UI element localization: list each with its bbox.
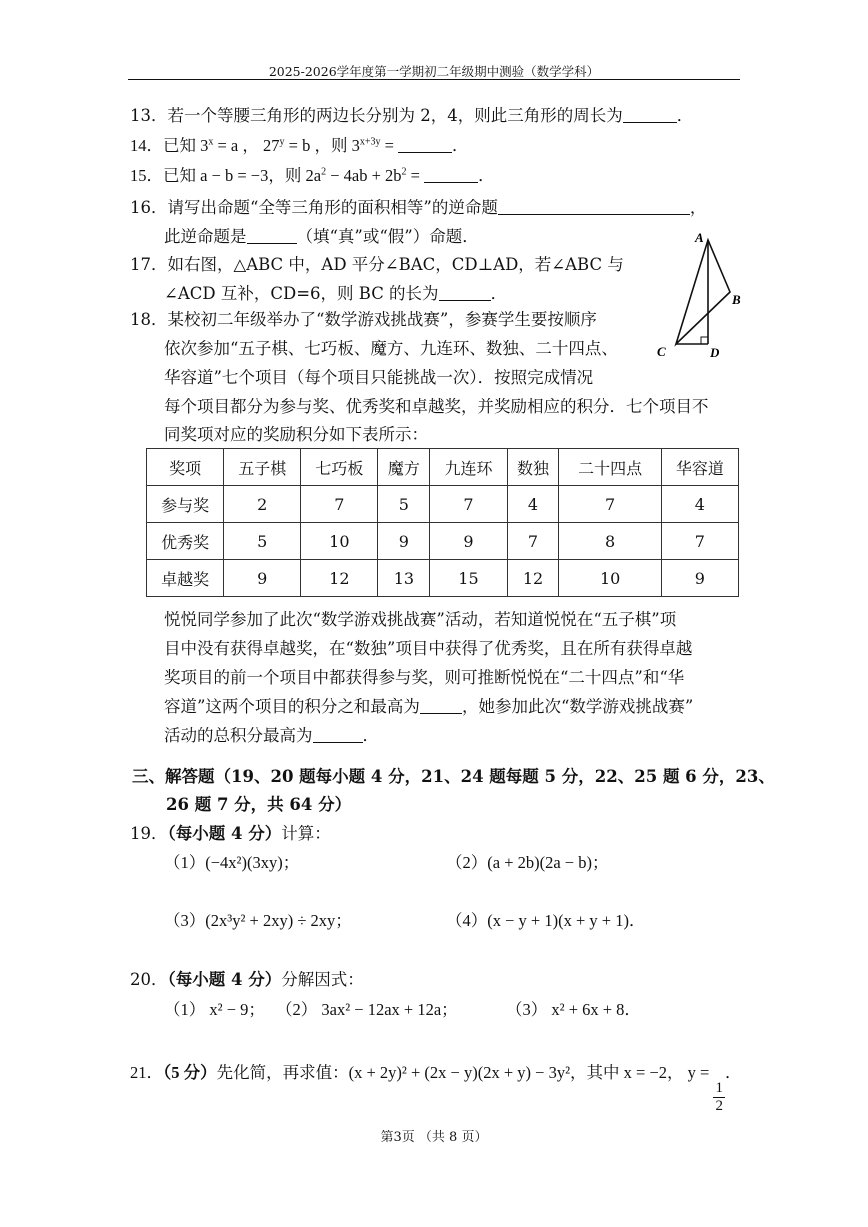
table-cell: 卓越奖 — [147, 560, 224, 597]
q16-answer-blank-2[interactable] — [247, 229, 297, 244]
section-3-heading: 三、解答题（19、20 题每小题 4 分，21、24 题每题 5 分，22、25 题 6 分，23、 — [132, 767, 775, 786]
q18-answer-blank-2[interactable] — [313, 728, 363, 743]
q21-points: （5 分） — [163, 1063, 217, 1082]
q18-after-4a: 容道”这两个项目的积分之和最高为 — [164, 697, 420, 716]
q15-end: ． — [478, 166, 495, 185]
q18-line-5: 同奖项对应的奖励积分如下表所示： — [164, 425, 428, 444]
table-header-cell: 七巧板 — [301, 449, 378, 486]
table-cell: 4 — [661, 486, 738, 523]
q14-text-1: 已知 3 — [163, 136, 209, 155]
q18-after-5b: ． — [362, 726, 379, 745]
table-cell: 5 — [224, 523, 301, 560]
q15-answer-blank[interactable] — [424, 168, 478, 183]
q19-part-2: （2）(a + 2b)(2a − b)； — [446, 853, 609, 872]
q15-text-3: = — [406, 166, 420, 185]
q13-end: ． — [676, 106, 694, 125]
q13-text: 若一个等腰三角形的两边长分别为 2，4，则此三角形的周长为 — [167, 106, 623, 125]
question-14 — [130, 135, 469, 157]
triangle-figure — [652, 228, 752, 368]
table-cell: 7 — [661, 523, 738, 560]
q16-comma: ， — [689, 198, 707, 217]
table-header-row — [147, 449, 739, 486]
q17-end: ． — [490, 284, 508, 303]
page-footer: 第3页 （共 8 页） — [380, 1130, 488, 1145]
table-cell: 优秀奖 — [147, 523, 224, 560]
table-cell: 9 — [661, 560, 738, 597]
q17-line-2: ∠ACD 互补，CD=6，则 BC 的长为 — [164, 284, 439, 303]
triangle-abc — [676, 240, 730, 344]
q18-line-4: 每个项目都分为参与奖、优秀奖和卓越奖，并奖励相应的积分．七个项目不 — [164, 397, 709, 416]
q17-answer-blank[interactable] — [439, 286, 491, 301]
q17-number: 17． — [130, 255, 168, 274]
q20-part-1: （1） x² − 9； — [164, 1000, 265, 1019]
page-header: 2025-2026学年度第一学期初二年级期中测验（数学学科） — [268, 64, 600, 79]
q14-answer-blank[interactable] — [398, 138, 452, 153]
q14-text-3: 27 — [258, 136, 280, 155]
q16-line-2b: （填“真”或“假”）命题． — [296, 227, 479, 246]
q14-text-4: = b ，则 3 — [284, 136, 360, 155]
q20-part-2: （2） 3ax² − 12ax + 12a； — [276, 1000, 458, 1019]
q14-sup-1: x — [208, 136, 214, 148]
header-rule — [128, 79, 740, 80]
table-cell: 9 — [378, 523, 430, 560]
q19-instruction: 计算： — [281, 824, 331, 843]
q20-part-3: （3） x² + 6x + 8． — [506, 1000, 641, 1019]
q20-number: 20． — [130, 970, 168, 989]
q18-after-line-3: 奖项目的前一个项目中都获得参与奖，则可推断悦悦在“二十四点”和“华 — [164, 668, 685, 687]
q21-text: 先化简，再求值：(x + 2y)² + (2x − y)(2x + y) − 3y²，其中 x = −2， y = — [216, 1063, 710, 1082]
q15-sup-2: 2 — [401, 166, 407, 178]
q15-text-2: − 4ab + 2b — [326, 166, 402, 185]
q19-part-1: （1）(−4x²)(3xy)； — [164, 853, 300, 872]
table-cell: 10 — [301, 523, 378, 560]
right-angle-mark — [701, 337, 708, 344]
table-cell: 参与奖 — [147, 486, 224, 523]
table-header-cell: 九连环 — [430, 449, 507, 486]
q17-line-1: 如右图，△ABC 中，AD 平分∠BAC，CD⊥AD，若∠ABC 与 — [167, 255, 624, 274]
q18-after-line-5 — [164, 725, 379, 747]
q21-number: 21． — [130, 1063, 163, 1082]
q21-end: ． — [724, 1063, 742, 1082]
table-cell: 9 — [224, 560, 301, 597]
q15-sup-1: 2 — [321, 166, 327, 178]
table-row — [147, 560, 739, 597]
table-cell: 9 — [430, 523, 507, 560]
q18-after-line-2: 目中没有获得卓越奖，在“数独”项目中获得了优秀奖，且在所有获得卓越 — [164, 639, 693, 658]
q18-after-line-4 — [164, 696, 693, 718]
q19-number: 19． — [130, 824, 168, 843]
table-header-cell: 五子棋 — [224, 449, 301, 486]
table-cell: 12 — [507, 560, 559, 597]
table-cell: 12 — [301, 560, 378, 597]
table-header-cell: 数独 — [507, 449, 559, 486]
table-header-cell: 二十四点 — [559, 449, 661, 486]
fraction-numerator: 1 — [715, 1080, 723, 1096]
question-20 — [130, 969, 364, 991]
q14-end: ． — [452, 136, 469, 155]
label-c: C — [657, 344, 666, 359]
table-cell: 4 — [507, 486, 559, 523]
q21-fraction — [713, 1080, 725, 1115]
question-17 — [130, 254, 624, 276]
q16-line-1: 请写出命题“全等三角形的面积相等”的逆命题 — [167, 198, 498, 217]
q15-text-1: 已知 a − b = −3，则 2a — [163, 166, 322, 185]
label-d: D — [710, 345, 720, 360]
question-15 — [130, 165, 495, 187]
q14-number: 14． — [130, 136, 163, 155]
table-cell: 15 — [430, 560, 507, 597]
q18-after-5a: 活动的总积分最高为 — [164, 726, 313, 745]
section-3-heading-line-2: 26 题 7 分，共 64 分） — [166, 795, 352, 814]
table-cell: 2 — [224, 486, 301, 523]
q20-points: （每小题 4 分） — [167, 970, 282, 989]
q14-text-5: = — [380, 136, 394, 155]
label-b: B — [732, 292, 741, 307]
q14-text-2: = a ， — [213, 136, 259, 155]
question-13 — [130, 105, 693, 127]
q18-line-3: 华容道”七个项目（每个项目只能挑战一次）．按照完成情况 — [164, 368, 594, 387]
q18-after-4b: ，她参加此次“数学游戏挑战赛” — [461, 697, 694, 716]
table-cell: 7 — [507, 523, 559, 560]
q13-answer-blank[interactable] — [623, 108, 677, 123]
q19-points: （每小题 4 分） — [167, 824, 282, 843]
question-16 — [130, 197, 706, 219]
label-a: A — [695, 230, 704, 245]
score-table — [146, 448, 739, 597]
table-header-cell: 华容道 — [661, 449, 738, 486]
question-18 — [130, 309, 597, 331]
q18-after-line-1: 悦悦同学参加了此次“数学游戏挑战赛”活动，若知道悦悦在“五子棋”项 — [164, 610, 677, 629]
table-cell: 7 — [559, 486, 661, 523]
q16-line-2a: 此逆命题是 — [164, 227, 247, 246]
table-header-cell: 奖项 — [147, 449, 224, 486]
table-row — [147, 486, 739, 523]
fraction-denominator: 2 — [715, 1098, 723, 1114]
q18-number: 18． — [130, 310, 168, 329]
q14-sup-2: y — [279, 136, 285, 148]
table-cell: 10 — [559, 560, 661, 597]
question-16-line-2 — [164, 226, 479, 248]
table-cell: 7 — [301, 486, 378, 523]
q18-line-1: 某校初二年级举办了“数学游戏挑战赛”，参赛学生要按顺序 — [167, 310, 597, 329]
table-cell: 8 — [559, 523, 661, 560]
q14-sup-3: x+3y — [359, 136, 381, 148]
q18-line-2: 依次参加“五子棋、七巧板、魔方、九连环、数独、二十四点、 — [164, 339, 618, 358]
q15-number: 15． — [130, 166, 163, 185]
table-row — [147, 523, 739, 560]
q20-instruction: 分解因式： — [281, 970, 364, 989]
q19-part-3: （3）(2x³y² + 2xy) ÷ 2xy； — [164, 911, 352, 930]
question-17-line-2 — [164, 283, 507, 305]
table-cell: 7 — [430, 486, 507, 523]
table-cell: 13 — [378, 560, 430, 597]
q16-number: 16． — [130, 198, 168, 217]
question-21 — [130, 1062, 741, 1115]
q19-part-4: （4）(x − y + 1)(x + y + 1)． — [446, 911, 646, 930]
table-header-cell: 魔方 — [378, 449, 430, 486]
q16-answer-blank-1[interactable] — [498, 200, 690, 215]
q18-answer-blank-1[interactable] — [420, 699, 462, 714]
table-cell: 5 — [378, 486, 430, 523]
question-19 — [130, 823, 331, 845]
q13-number: 13． — [130, 106, 168, 125]
